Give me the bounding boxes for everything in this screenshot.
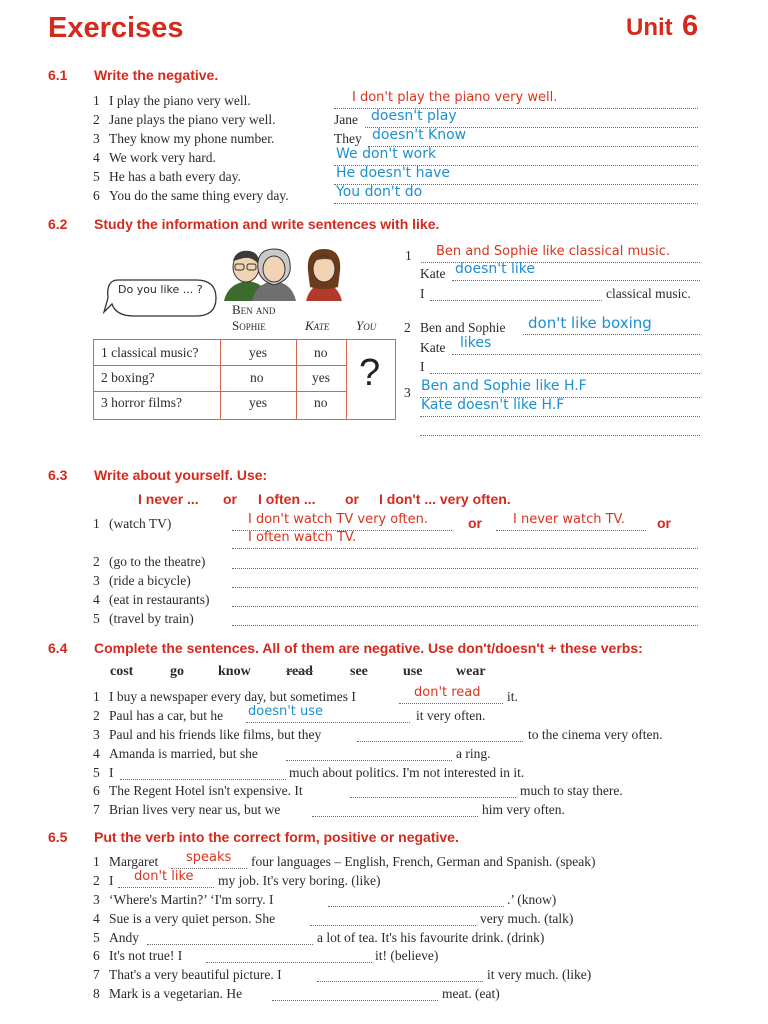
exercise-item-number: 7 xyxy=(93,967,100,982)
section-number-6-1: 6.1 xyxy=(48,67,68,83)
unit-number: 6 xyxy=(682,10,699,42)
answer-prefix: Kate xyxy=(420,340,446,355)
people-illustration-icon xyxy=(222,247,358,301)
answer-line xyxy=(430,373,700,374)
exercise-item-text: very much. (talk) xyxy=(480,911,574,926)
phrase-or: or xyxy=(223,491,237,507)
verb-word: wear xyxy=(456,664,486,679)
answer-suffix: classical music. xyxy=(606,286,691,301)
exercise-item-number: 1 xyxy=(93,854,100,869)
exercise-item-number: 1 xyxy=(93,93,100,108)
answer-number: 1 xyxy=(405,248,412,263)
handwritten-answer: I never watch TV. xyxy=(513,512,625,527)
unit-label: Unit xyxy=(626,14,673,41)
handwritten-answer: He doesn't have xyxy=(336,165,450,181)
speech-bubble-text: Do you like ... ? xyxy=(118,283,203,296)
verb-word: cost xyxy=(110,664,134,679)
exercise-item-text: a ring. xyxy=(456,746,491,761)
exercise-item-number: 6 xyxy=(93,783,100,798)
exercise-item-text: Paul and his friends like films, but they xyxy=(109,727,322,742)
handwritten-answer: doesn't play xyxy=(371,108,457,124)
exercise-item-number: 3 xyxy=(93,727,100,742)
exercise-item-text: it. xyxy=(507,689,518,704)
phrase-i-dont: I don't ... very often. xyxy=(379,491,511,507)
table-cell: no xyxy=(250,370,264,385)
exercise-item-text: to the cinema very often. xyxy=(528,727,663,742)
exercise-item-text: (eat in restaurants) xyxy=(109,592,210,607)
answer-number: 2 xyxy=(404,320,411,335)
handwritten-answer: doesn't Know xyxy=(372,127,467,143)
table-divider xyxy=(296,339,297,420)
table-row-label: 3 horror films? xyxy=(101,395,182,410)
answer-line xyxy=(312,816,478,817)
exercise-item-number: 4 xyxy=(93,150,100,165)
exercise-item-text: Jane plays the piano very well. xyxy=(109,112,276,127)
exercise-item-number: 2 xyxy=(93,554,100,569)
or-label: or xyxy=(468,515,482,531)
section-number-6-2: 6.2 xyxy=(48,216,68,232)
column-header-kate: Kate xyxy=(305,318,330,333)
handwritten-answer: doesn't like xyxy=(455,261,536,277)
answer-line xyxy=(272,1000,438,1001)
phrase-or: or xyxy=(345,491,359,507)
handwritten-answer: don't like xyxy=(134,869,194,884)
exercise-item-number: 3 xyxy=(93,131,100,146)
exercise-item-number: 6 xyxy=(93,948,100,963)
exercise-item-text: You do the same thing every day. xyxy=(109,188,289,203)
handwritten-answer: I don't play the piano very well. xyxy=(352,90,558,105)
table-cell: yes xyxy=(249,395,267,410)
section-number-6-3: 6.3 xyxy=(48,467,68,483)
answer-line xyxy=(232,606,698,607)
table-cell: yes xyxy=(249,345,267,360)
exercise-item-text: Margaret xyxy=(109,854,159,869)
answer-line xyxy=(523,334,700,335)
answer-line xyxy=(118,887,214,888)
exercise-item-number: 1 xyxy=(93,689,100,704)
table-cell: no xyxy=(314,345,328,360)
exercise-item-number: 2 xyxy=(93,112,100,127)
exercise-item-number: 6 xyxy=(93,188,100,203)
exercise-item-text: I xyxy=(109,873,114,888)
answer-line xyxy=(430,300,602,301)
handwritten-answer: speaks xyxy=(186,850,232,865)
exercise-item-text: Amanda is married, but she xyxy=(109,746,258,761)
answer-line xyxy=(206,962,372,963)
exercise-item-number: 8 xyxy=(93,986,100,1001)
answer-line xyxy=(399,703,503,704)
answer-line xyxy=(350,797,516,798)
exercise-item-number: 3 xyxy=(93,573,100,588)
exercise-item-text: meat. (eat) xyxy=(442,986,500,1001)
handwritten-answer: don't like boxing xyxy=(528,314,652,332)
exercise-item-number: 2 xyxy=(93,873,100,888)
phrase-i-often: I often ... xyxy=(258,491,316,507)
answer-line xyxy=(232,587,698,588)
exercise-item-text: it very often. xyxy=(416,708,486,723)
section-title-6-5: Put the verb into the correct form, positive or negative. xyxy=(94,829,459,845)
exercise-item-text: much about politics. I'm not interested in it. xyxy=(289,765,525,780)
exercise-item-number: 5 xyxy=(93,169,100,184)
answer-line xyxy=(328,906,504,907)
verb-word: go xyxy=(170,664,184,679)
or-label: or xyxy=(657,515,671,531)
table-divider xyxy=(93,391,347,392)
exercise-item-number: 1 xyxy=(93,516,100,531)
answer-line xyxy=(232,568,698,569)
section-number-6-4: 6.4 xyxy=(48,640,68,656)
answer-line xyxy=(120,779,286,780)
column-header-you: You xyxy=(356,318,377,333)
handwritten-answer: Ben and Sophie like H.F xyxy=(421,378,587,394)
verb-word-crossed: read xyxy=(286,664,313,679)
exercise-item-text: The Regent Hotel isn't expensive. It xyxy=(109,783,303,798)
answer-prefix: Kate xyxy=(420,266,446,281)
section-title-6-4: Complete the sentences. All of them are negative. Use don't/doesn't + these verbs: xyxy=(94,640,643,656)
answer-line xyxy=(452,354,700,355)
exercise-item-text: Sue is a very quiet person. She xyxy=(109,911,276,926)
question-mark: ? xyxy=(359,352,381,394)
verb-word: know xyxy=(218,664,251,679)
table-cell: yes xyxy=(312,370,330,385)
exercise-item-text: Andy xyxy=(109,930,139,945)
handwritten-answer: doesn't use xyxy=(248,704,324,719)
exercise-item-text: my job. It's very boring. (like) xyxy=(218,873,381,888)
answer-prefix: I xyxy=(420,359,425,374)
answer-prefix: Ben and Sophie xyxy=(420,320,506,335)
exercise-item-text: That's a very beautiful picture. I xyxy=(109,967,282,982)
exercise-item-text: Paul has a car, but he xyxy=(109,708,224,723)
answer-prefix: I xyxy=(420,286,425,301)
handwritten-answer: I often watch TV. xyxy=(248,530,357,545)
answer-line xyxy=(286,760,452,761)
exercise-item-text: He has a bath every day. xyxy=(109,169,241,184)
answer-line xyxy=(232,625,698,626)
table-divider xyxy=(93,365,347,366)
exercise-item-text: Brian lives very near us, but we xyxy=(109,802,281,817)
exercise-item-text: I buy a newspaper every day, but sometimes I xyxy=(109,689,356,704)
exercise-item-text: (ride a bicycle) xyxy=(109,573,191,588)
table-row-label: 2 boxing? xyxy=(101,370,155,385)
section-title-6-2: Study the information and write sentences with like. xyxy=(94,216,440,232)
answer-prefix: Jane xyxy=(334,112,358,127)
column-header-ben-sophie: Ben and Sophie xyxy=(232,302,276,333)
answer-line xyxy=(147,944,313,945)
answer-line xyxy=(420,416,700,417)
handwritten-answer: Ben and Sophie like classical music. xyxy=(436,244,671,259)
exercise-item-number: 5 xyxy=(93,930,100,945)
phrase-i-never: I never ... xyxy=(138,491,199,507)
table-cell: no xyxy=(314,395,328,410)
answer-line xyxy=(246,722,410,723)
exercise-item-text: four languages – English, French, German and Spanish. (speak) xyxy=(251,854,596,869)
exercise-item-text: .’ (know) xyxy=(507,892,557,907)
exercise-item-number: 4 xyxy=(93,746,100,761)
exercise-item-number: 7 xyxy=(93,802,100,817)
exercise-item-number: 3 xyxy=(93,892,100,907)
answer-line xyxy=(317,981,483,982)
answer-line xyxy=(452,280,700,281)
section-number-6-5: 6.5 xyxy=(48,829,68,845)
handwritten-answer: I don't watch TV very often. xyxy=(248,512,429,527)
exercise-item-text: (watch TV) xyxy=(109,516,172,531)
exercise-item-text: (go to the theatre) xyxy=(109,554,206,569)
exercise-item-text: They know my phone number. xyxy=(109,131,275,146)
exercise-item-number: 5 xyxy=(93,765,100,780)
page-title: Exercises xyxy=(48,12,184,44)
handwritten-answer: Kate doesn't like H.F xyxy=(421,397,565,413)
exercise-item-text: him very often. xyxy=(482,802,565,817)
exercise-item-text: We work very hard. xyxy=(109,150,216,165)
exercise-item-text: Mark is a vegetarian. He xyxy=(109,986,243,1001)
exercise-item-text: a lot of tea. It's his favourite drink. (drink) xyxy=(317,930,545,945)
exercise-item-text: it! (believe) xyxy=(375,948,439,963)
answer-number: 3 xyxy=(404,385,411,400)
table-divider xyxy=(346,339,347,420)
exercise-item-text: I play the piano very well. xyxy=(109,93,251,108)
exercise-item-number: 4 xyxy=(93,592,100,607)
handwritten-answer: You don't do xyxy=(336,184,423,200)
exercise-item-text: it very much. (like) xyxy=(487,967,592,982)
section-title-6-3: Write about yourself. Use: xyxy=(94,467,268,483)
verb-word: see xyxy=(350,664,368,679)
answer-line xyxy=(334,203,698,204)
exercise-item-number: 2 xyxy=(93,708,100,723)
handwritten-answer: We don't work xyxy=(336,146,437,162)
exercise-item-text: It's not true! I xyxy=(109,948,183,963)
answer-line xyxy=(232,548,698,549)
answer-prefix: They xyxy=(334,131,362,146)
exercise-item-number: 5 xyxy=(93,611,100,626)
exercise-item-number: 4 xyxy=(93,911,100,926)
answer-line xyxy=(310,925,476,926)
answer-line xyxy=(420,435,700,436)
table-row-label: 1 classical music? xyxy=(101,345,199,360)
handwritten-answer: don't read xyxy=(414,685,481,700)
exercise-item-text: (travel by train) xyxy=(109,611,194,626)
section-title-6-1: Write the negative. xyxy=(94,67,219,83)
answer-line xyxy=(496,530,646,531)
answer-line xyxy=(357,741,523,742)
verb-word: use xyxy=(403,664,423,679)
exercise-item-text: I xyxy=(109,765,114,780)
handwritten-answer: likes xyxy=(460,335,492,351)
table-divider xyxy=(220,339,221,420)
exercise-item-text: ‘Where's Martin?’ ‘I'm sorry. I xyxy=(109,892,274,907)
exercise-item-text: much to stay there. xyxy=(520,783,623,798)
